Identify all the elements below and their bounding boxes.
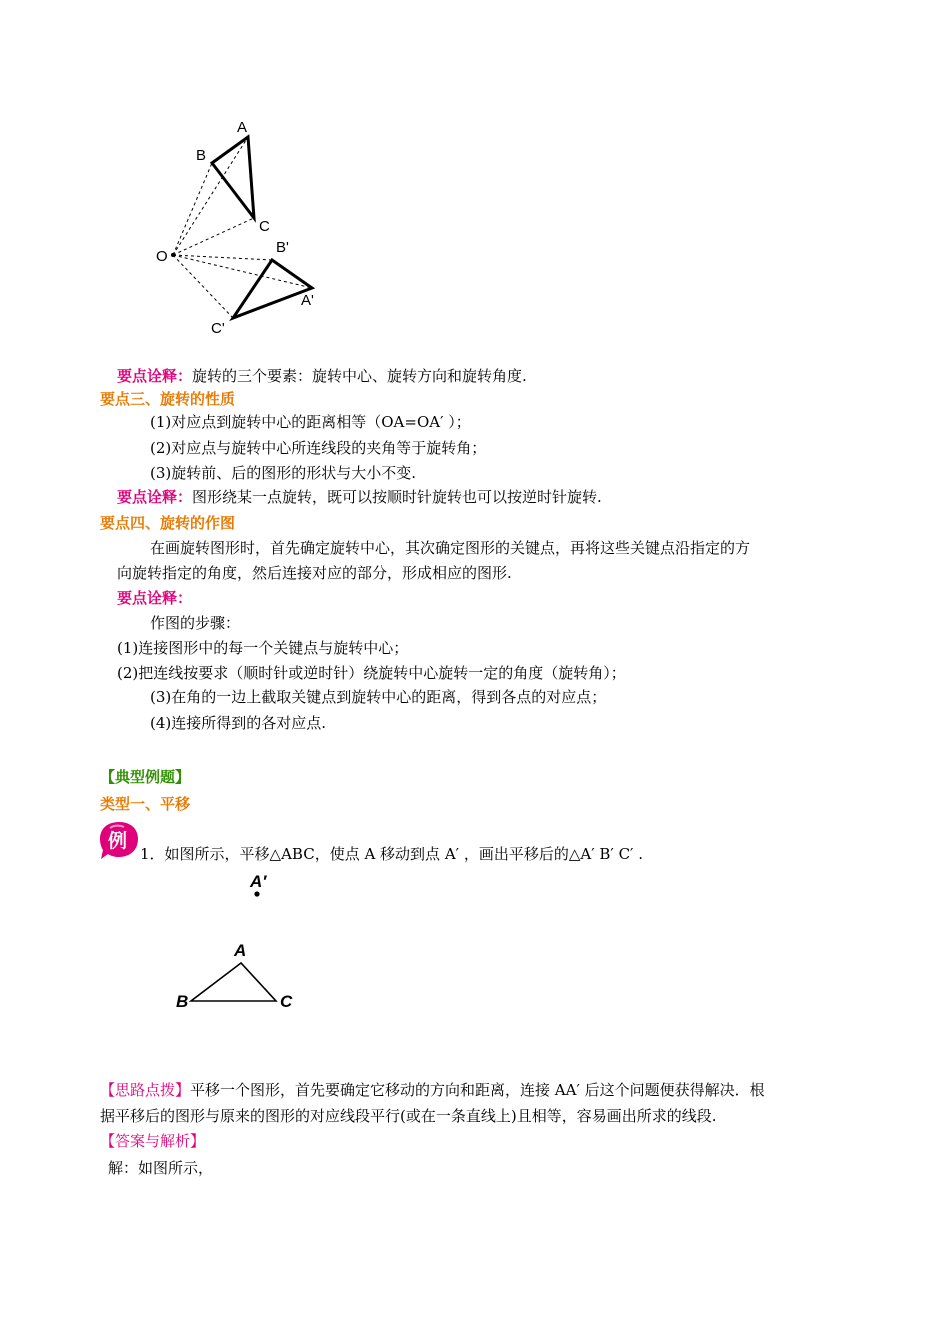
label-a-small: A	[234, 941, 247, 960]
section3-item-3: (3)旋转前、后的图形的形状与大小不变.	[150, 464, 417, 482]
label-b: B	[196, 147, 207, 164]
rotation-figure	[140, 110, 340, 350]
point-o	[171, 253, 175, 257]
section3-item-1: (1)对应点到旋转中心的距离相等（OA=OA′ ）；	[150, 413, 471, 431]
section3-item-2: (2)对应点与旋转中心所连线段的夹角等于旋转角；	[150, 439, 487, 457]
hint-text-line1: 平移一个图形，首先要确定它移动的方向和距离，连接 AA′ 后这个问题便获得解决．根	[190, 1081, 765, 1099]
triangle-abc	[212, 137, 254, 218]
hint-label: 【思路点拨】	[100, 1081, 191, 1099]
dash-o-c	[173, 218, 254, 255]
triangle-abc-small	[191, 963, 276, 1001]
label-c1: C'	[211, 320, 225, 337]
note1-text: 旋转的三个要素：旋转中心、旋转方向和旋转角度.	[192, 367, 527, 385]
label-c-small: C	[280, 992, 293, 1011]
section4-para-line2: 向旋转指定的角度，然后连接对应的部分，形成相应的图形.	[117, 564, 512, 582]
section4-step-4: (4)连接所得到的各对应点.	[150, 714, 327, 732]
label-c: C	[259, 218, 270, 235]
examples-heading: 【典型例题】	[100, 768, 191, 786]
section4-steps-title: 作图的步骤：	[150, 614, 241, 632]
section3-note-text: 图形绕某一点旋转，既可以按顺时针旋转也可以按逆时针旋转.	[192, 488, 602, 506]
dash-o-b	[173, 163, 212, 255]
section4-note-label: 要点诠释：	[117, 589, 193, 607]
hint-line2: 据平移后的图形与原来的图形的对应线段平行(或在一条直线上)且相等，容易画出所求的线段.	[100, 1107, 717, 1125]
section4-heading: 要点四、旋转的作图	[100, 514, 236, 532]
label-a1: A'	[301, 292, 314, 309]
example-badge-text: 例	[108, 830, 128, 852]
label-o: O	[156, 248, 168, 265]
point-a-prime	[254, 891, 259, 896]
dashed-lines	[173, 137, 312, 318]
label-b1: B'	[276, 239, 289, 256]
answer-label: 【答案与解析】	[100, 1132, 206, 1150]
example-question-1: 1．如图所示，平移△ABC，使点 A 移动到点 A′ ，画出平移后的△A′ B′ C′ .	[140, 845, 643, 863]
example-badge	[98, 820, 140, 860]
hint-line1	[100, 1079, 765, 1101]
section4-step-3: (3)在角的一边上截取关键点到旋转中心的距离，得到各点的对应点；	[150, 688, 607, 706]
note1-line	[117, 365, 527, 387]
section3-note-label: 要点诠释：	[117, 488, 193, 506]
note1-label: 要点诠释：	[117, 367, 193, 385]
section3-note-line	[117, 486, 602, 508]
translation-figure	[170, 862, 310, 1012]
examples-type1: 类型一、平移	[100, 795, 191, 813]
label-b-small: B	[176, 992, 189, 1011]
section4-para-line1: 在画旋转图形时，首先确定旋转中心，其次确定图形的关键点，再将这些关键点沿指定的方	[150, 539, 751, 557]
label-a-prime: A′	[250, 872, 267, 891]
section4-step-2: (2)把连线按要求（顺时针或逆时针）绕旋转中心旋转一定的角度（旋转角）；	[117, 664, 626, 682]
section3-heading: 要点三、旋转的性质	[100, 390, 236, 408]
dash-o-a1	[173, 255, 312, 288]
triangle-a1b1c1	[233, 260, 312, 318]
section4-step-1: (1)连接图形中的每一个关键点与旋转中心；	[117, 639, 409, 657]
label-a: A	[237, 119, 248, 136]
answer-text: 解：如图所示，	[108, 1159, 214, 1177]
dash-o-b1	[173, 255, 272, 260]
dash-o-c1	[173, 255, 233, 318]
